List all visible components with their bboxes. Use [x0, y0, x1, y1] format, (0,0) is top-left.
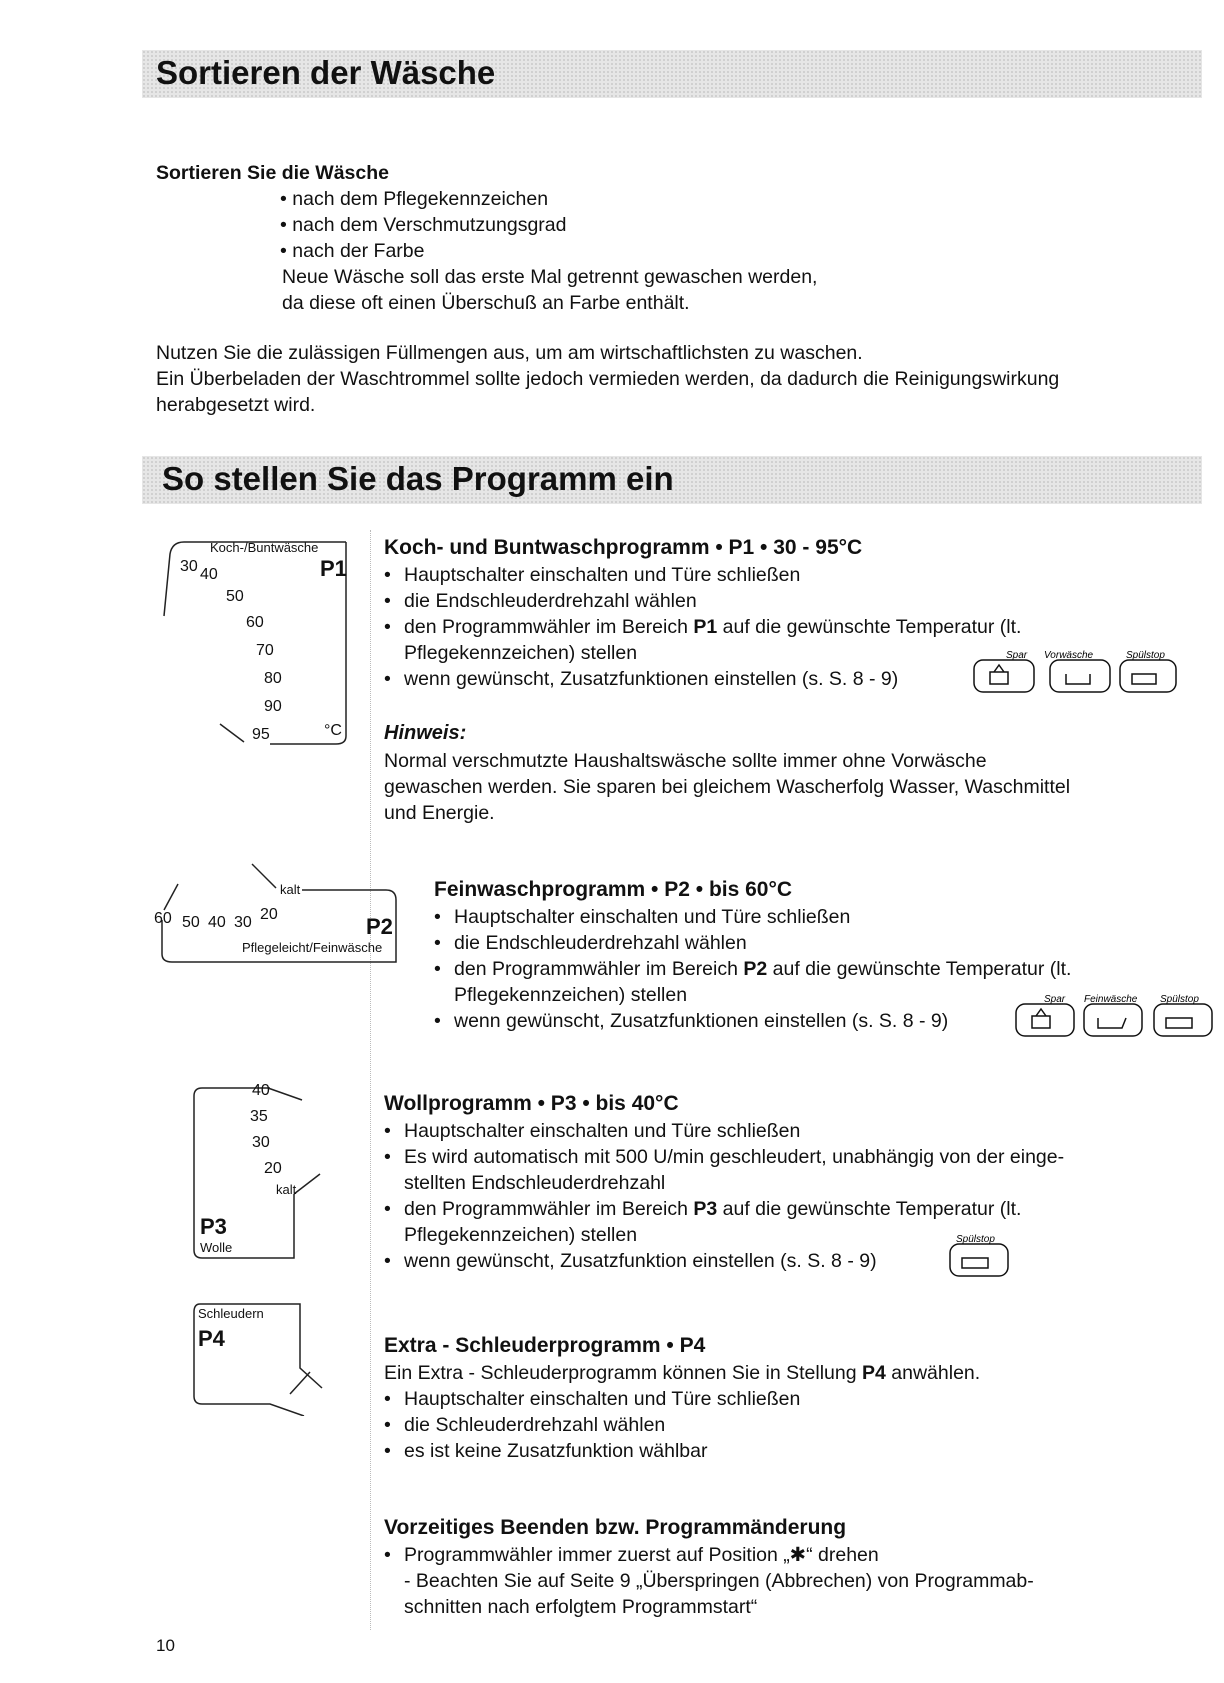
list-item: • nach dem Verschmutzungsgrad [280, 214, 567, 236]
dial-label: Koch-/Buntwäsche [210, 540, 319, 555]
temp-mark: 40 [208, 914, 226, 931]
p2-bullet-cont: Pflegekennzeichen) stellen [454, 984, 688, 1006]
p2-bullet: • Hauptschalter einschalten und Türe schließen [454, 904, 850, 930]
hint-line: Normal verschmutzte Haushaltswäsche sollte immer ohne Vorwäsche [384, 750, 987, 772]
dial-label: Wolle [200, 1240, 233, 1255]
spar-button-icon [1016, 994, 1074, 1036]
program-code: P1 [320, 556, 347, 581]
hint-title: Hinweis: [384, 722, 467, 744]
temp-mark: 20 [260, 906, 278, 923]
program-code: P3 [200, 1214, 227, 1239]
temp-mark: 40 [252, 1082, 270, 1099]
zusatzfunktion-icons [970, 650, 1180, 700]
section-banner-sortieren [142, 50, 1202, 98]
temp-mark: 30 [252, 1134, 270, 1151]
intro-heading: Sortieren Sie die Wäsche [156, 162, 390, 184]
p1-bullet: • wenn gewünscht, Zusatzfunktionen einstellen (s. S. 8 - 9) [404, 666, 898, 692]
spuelstop-button-icon [1120, 650, 1176, 692]
fill-paragraph [156, 340, 1059, 418]
temp-mark: 40 [200, 566, 218, 583]
vorwaesche-button-icon [1044, 650, 1110, 692]
p4-heading: Extra - Schleuderprogramm • P4 [384, 1334, 706, 1357]
paragraph-line: Nutzen Sie die zulässigen Füllmengen aus, um am wirtschaftlichsten zu waschen. [156, 342, 863, 364]
list-item: • nach der Farbe [280, 240, 425, 262]
spuelstop-button-icon [1154, 994, 1212, 1036]
p1-bullet: • die Endschleuderdrehzahl wählen [404, 588, 697, 614]
p3-bullet: • wenn gewünscht, Zusatzfunktion einstellen (s. S. 8 - 9) [404, 1248, 877, 1274]
svg-text:Spar: Spar [1006, 650, 1028, 661]
p3-heading: Wollprogramm • P3 • bis 40°C [384, 1092, 679, 1115]
zusatzfunktion-icons [1014, 992, 1220, 1042]
hint-line: und Energie. [384, 802, 495, 824]
dial-label: Schleudern [198, 1306, 264, 1321]
temp-mark: 35 [250, 1108, 268, 1125]
p2-bullet: • wenn gewünscht, Zusatzfunktionen einstellen (s. S. 8 - 9) [454, 1008, 948, 1034]
p1-bullet-cont: Pflegekennzeichen) stellen [404, 642, 638, 664]
temp-mark: 50 [226, 588, 244, 605]
dial-p2 [152, 860, 402, 964]
section-banner-programm [142, 456, 1202, 504]
svg-text:Vorwäsche: Vorwäsche [1044, 650, 1094, 661]
spuelstop-button-icon [946, 1232, 1016, 1280]
p1-bullet: • den Programmwähler im Bereich P1 auf die gewünschte Temperatur (lt. [404, 614, 1021, 640]
unit-label: °C [324, 722, 342, 739]
abort-heading: Vorzeitiges Beenden bzw. Programmänderung [384, 1516, 847, 1539]
abort-sub: - Beachten Sie auf Seite 9 „Überspringen (Abbrechen) von Programmab- [404, 1570, 1034, 1592]
dial-label: Pflegeleicht/Feinwäsche [242, 940, 383, 955]
p4-bullet: • es ist keine Zusatzfunktion wählbar [404, 1438, 708, 1464]
temp-mark: 50 [182, 914, 200, 931]
hint-text [384, 748, 1070, 826]
temp-mark: 70 [256, 642, 274, 659]
svg-text:Spar: Spar [1044, 994, 1066, 1005]
spar-button-icon [974, 650, 1034, 692]
temp-mark: 60 [246, 614, 264, 631]
section-title: Sortieren der Wäsche [156, 54, 496, 91]
temp-mark: 60 [154, 910, 172, 927]
dial-p1 [160, 536, 350, 748]
temp-mark: 90 [264, 698, 282, 715]
program-code: P2 [366, 914, 393, 939]
kalt-mark: kalt [276, 1182, 297, 1197]
svg-text:Spülstop: Spülstop [1126, 650, 1165, 661]
temp-mark: 30 [180, 558, 198, 575]
temp-mark: 30 [234, 914, 252, 931]
p2-bullet: • den Programmwähler im Bereich P2 auf die gewünschte Temperatur (lt. [454, 956, 1071, 982]
list-item: • nach dem Pflegekennzeichen [280, 188, 549, 210]
feinwaesche-button-icon [1084, 994, 1142, 1036]
p3-bullet: • Hauptschalter einschalten und Türe schließen [404, 1118, 800, 1144]
p3-bullet-cont: Pflegekennzeichen) stellen [404, 1224, 638, 1246]
note-line: da diese oft einen Überschuß an Farbe enthält. [282, 292, 690, 314]
p3-bullet: • den Programmwähler im Bereich P3 auf die gewünschte Temperatur (lt. [404, 1196, 1021, 1222]
paragraph-line: herabgesetzt wird. [156, 394, 316, 416]
p3-bullet: • Es wird automatisch mit 500 U/min geschleudert, unabhängig von der einge- [404, 1144, 1064, 1170]
p2-bullet: • die Endschleuderdrehzahl wählen [454, 930, 747, 956]
svg-text:Feinwäsche: Feinwäsche [1084, 994, 1138, 1005]
p2-heading: Feinwaschprogramm • P2 • bis 60°C [434, 878, 793, 901]
paragraph-line: Ein Überbeladen der Waschtrommel sollte jedoch vermieden werden, da dadurch die Reinigungswirkung [156, 368, 1060, 390]
note-line: Neue Wäsche soll das erste Mal getrennt gewaschen werden, [282, 266, 818, 288]
dial-p4 [190, 1296, 330, 1416]
temp-mark: 95 [252, 726, 270, 743]
p4-bullet: • Hauptschalter einschalten und Türe schließen [404, 1386, 800, 1412]
p1-bullet: • Hauptschalter einschalten und Türe schließen [404, 562, 800, 588]
p1-heading: Koch- und Buntwaschprogramm • P1 • 30 - 95°C [384, 536, 863, 559]
page-number: 10 [156, 1636, 175, 1655]
p4-bullet: • die Schleuderdrehzahl wählen [404, 1412, 665, 1438]
temp-mark: 20 [264, 1160, 282, 1177]
abort-bullet: • Programmwähler immer zuerst auf Position „✱“ drehen [404, 1542, 879, 1568]
dial-p3 [190, 1082, 330, 1262]
hint-line: gewaschen werden. Sie sparen bei gleichem Wascherfolg Wasser, Waschmittel [384, 776, 1071, 798]
temp-mark: 80 [264, 670, 282, 687]
abort-sub: schnitten nach erfolgtem Programmstart“ [404, 1596, 758, 1618]
svg-text:Spülstop: Spülstop [1160, 994, 1199, 1005]
p4-intro: Ein Extra - Schleuderprogramm können Sie in Stellung P4 anwählen. [384, 1362, 981, 1384]
p3-bullet-cont: stellten Endschleuderdrehzahl [404, 1172, 666, 1194]
section-title: So stellen Sie das Programm ein [162, 460, 674, 497]
svg-text:Spülstop: Spülstop [956, 1234, 995, 1245]
column-divider [370, 530, 371, 1630]
program-code: P4 [198, 1326, 225, 1351]
kalt-mark: kalt [280, 882, 301, 897]
sort-list [280, 186, 817, 316]
